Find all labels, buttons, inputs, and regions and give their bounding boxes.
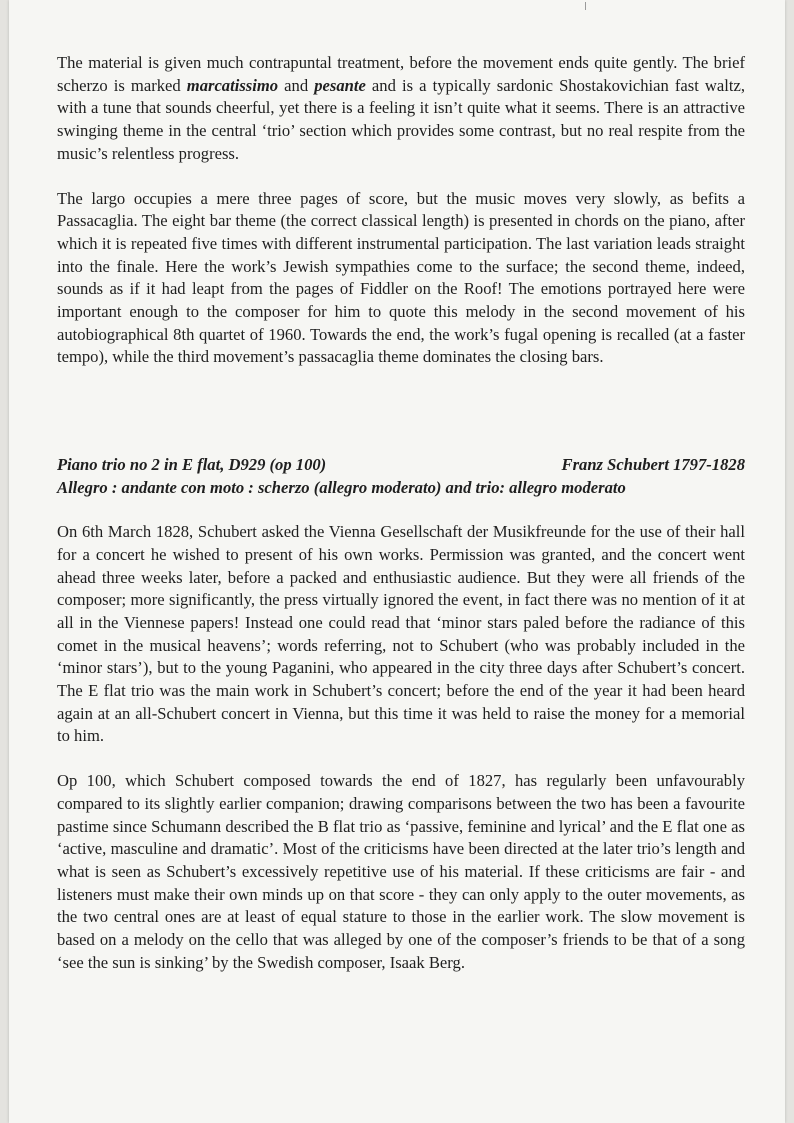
section-spacer: [57, 369, 745, 453]
schubert-paragraph-2: Op 100, which Schubert composed towards the end of 1827, has regularly been unfavourably compared to its slightly earlier companion; drawing comparisons between the two has been a favourite pastime since Schumann described the B flat trio as ‘passive, feminine and lyrical’ and the E flat one as ‘active, masculine and dramatic’. Most of the criticisms have been directed at the later trio’s length and what is seen as Schubert’s excessively repetitive use of his material. If these criticisms are fair - and listeners must make their own minds up on that score - they can only apply to the outer movements, as the two central ones are at least of equal stature to those in the earlier work. The slow movement is based on a melody on the cello that was alleged by one of the composer’s friends to be that of a song ‘see the sun is sinking’ by the Swedish composer, Isaak Berg.: [57, 771, 745, 972]
p1-seg-4: and is a typically sardonic Shostakovichian fast waltz, with a tune that sounds cheerful, yet there is a feeling it isn’t quite what it seems. There is an attractive swinging theme in the central ‘trio’ section which provides some contrast, but no real respite from the music’s relentless progress.: [57, 75, 745, 163]
schubert-paragraph-1: On 6th March 1828, Schubert asked the Vienna Gesellschaft der Musikfreunde for the use of their hall for a concert he wished to present of his own works. Permission was granted, and the concert went ahead three weeks later, before a packed and enthusiastic audience. But they were all friends of the composer; more significantly, the press virtually ignored the event, in fact there was no mention of it at all in the Viennese papers! Instead one could read that ‘minor stars paled before the radiance of this comet in the musical heavens’; words referring, not to Schubert (who was probably included in the ‘minor stars’), but to the young Paganini, who appeared in the city three days after Schubert’s concert. The E flat trio was the main work in Schubert’s concert; before the end of the year it had been heard again at an all-Schubert concert in Vienna, but this time it was held to raise the money for a memorial to him.: [57, 522, 745, 746]
term-marcatissimo: marcatissimo: [186, 75, 279, 95]
work-heading: [57, 453, 745, 476]
term-pesante: pesante: [314, 75, 366, 95]
work-composer: Franz Schubert 1797-1828: [561, 455, 745, 475]
work-movements: Allegro : andante con moto : scherzo (allegro moderato) and trio: allegro moderato: [57, 478, 626, 498]
work-title: Piano trio no 2 in E flat, D929 (op 100): [57, 455, 327, 475]
p1-seg-0: The material is given much contrapuntal treatment, before the movement ends quite gently. The brief scherzo is marked: [57, 53, 745, 95]
document-body: [57, 52, 745, 975]
p1-seg-2: and: [278, 75, 315, 95]
page-sheet: [9, 0, 785, 1123]
page-mark: [585, 2, 586, 10]
shostakovich-paragraph-2: The largo occupies a mere three pages of score, but the music moves very slowly, as befits a Passacaglia. The eight bar theme (the correct classical length) is presented in chords on the piano, after which it is repeated five times with different instrumental participation. The last variation leads straight into the finale. Here the work’s Jewish sympathies come to the surface; the second theme, indeed, sounds as if it had leapt from the pages of Fiddler on the Roof! The emotions portrayed here were important enough to the composer for him to quote this melody in the second movement of his autobiographical 8th quartet of 1960. Towards the end, the work’s fugal opening is recalled (at a faster tempo), while the third movement’s passacaglia theme dominates the closing bars.: [57, 188, 745, 367]
shostakovich-paragraph-1: [57, 52, 745, 166]
